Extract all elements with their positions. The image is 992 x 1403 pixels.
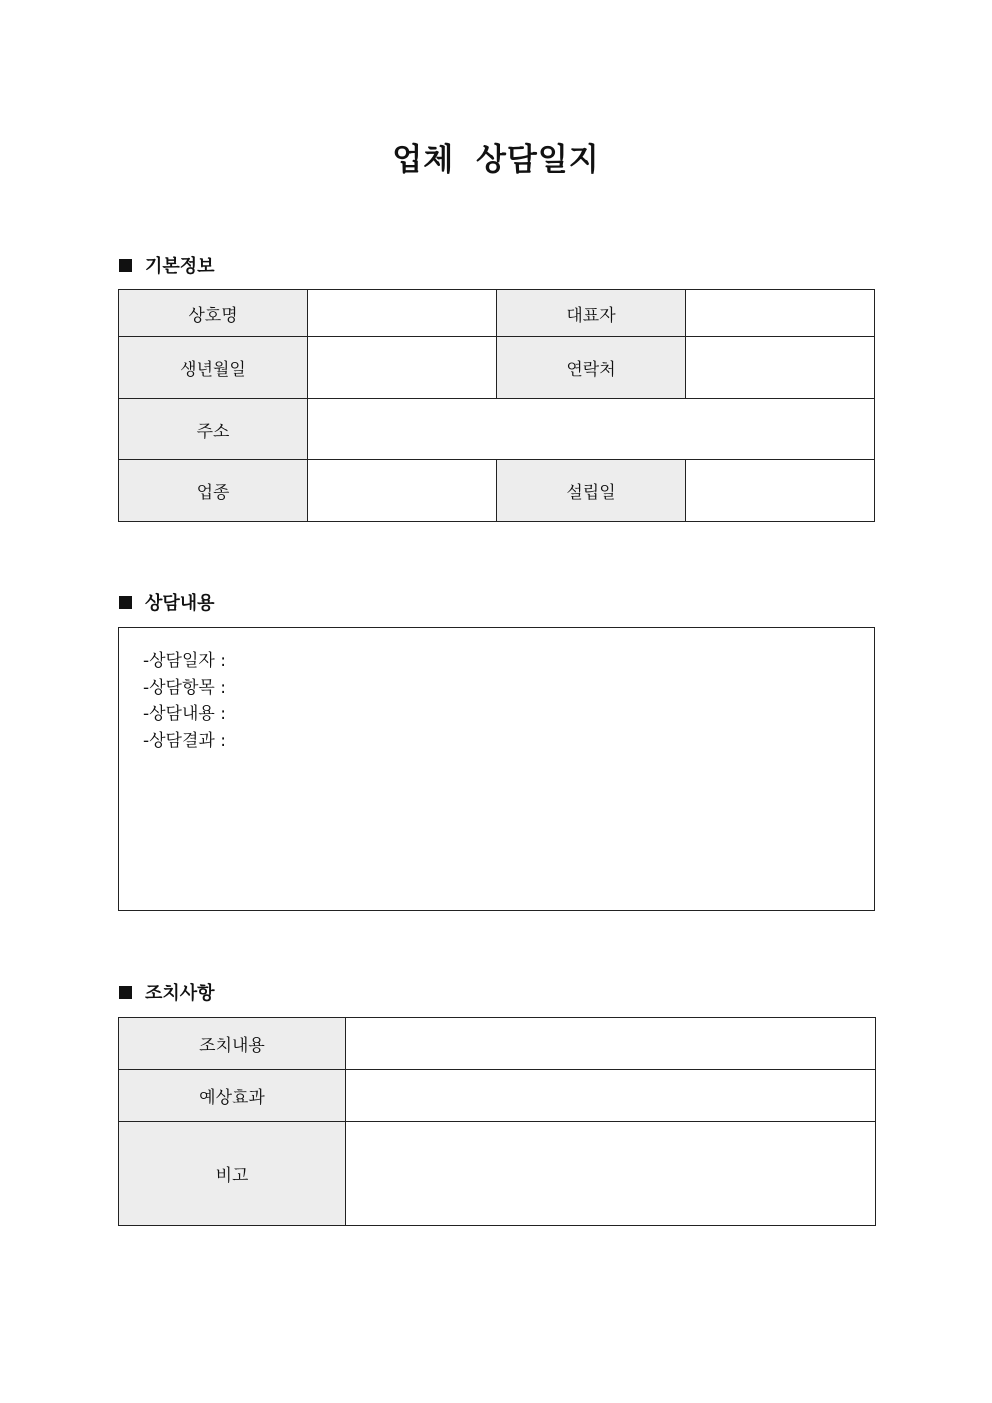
section-heading-action <box>119 980 215 1004</box>
table-row <box>119 1122 876 1226</box>
consult-content-line: -상담내용 : <box>143 704 226 724</box>
consult-item-line: -상담항목 : <box>143 677 226 698</box>
section-heading-consult <box>119 590 215 614</box>
action-table <box>118 1017 876 1226</box>
page-title: 업체 상담일지 <box>392 142 600 178</box>
section-heading-label: 조치사항 <box>145 983 215 1004</box>
action-content-field[interactable] <box>346 1018 876 1070</box>
square-bullet-icon <box>119 986 132 999</box>
square-bullet-icon <box>119 596 132 609</box>
label-birthdate: 생년월일 <box>119 337 308 399</box>
label-representative: 대표자 <box>497 290 686 337</box>
founding-date-field[interactable] <box>686 460 875 522</box>
square-bullet-icon <box>119 259 132 272</box>
label-action-content: 조치내용 <box>119 1018 346 1070</box>
label-founding-date: 설립일 <box>497 460 686 522</box>
label-expected-effect: 예상효과 <box>119 1070 346 1122</box>
table-row <box>119 290 875 337</box>
basic-info-table <box>118 289 875 522</box>
section-heading-label: 상담내용 <box>145 593 215 614</box>
consult-result-line: -상담결과 : <box>143 730 226 751</box>
section-heading-basic-info <box>119 253 215 277</box>
birthdate-field[interactable] <box>308 337 497 399</box>
label-address: 주소 <box>119 399 308 460</box>
table-row <box>119 1018 876 1070</box>
label-business-name: 상호명 <box>119 290 308 337</box>
remarks-field[interactable] <box>346 1122 876 1226</box>
consult-date-line: -상담일자 : <box>143 651 226 671</box>
industry-field[interactable] <box>308 460 497 522</box>
contact-field[interactable] <box>686 337 875 399</box>
address-field[interactable] <box>308 399 875 460</box>
label-contact: 연락처 <box>497 337 686 399</box>
section-heading-label: 기본정보 <box>145 256 215 277</box>
representative-field[interactable] <box>686 290 875 337</box>
consult-content-box[interactable] <box>118 627 875 911</box>
table-row <box>119 1070 876 1122</box>
label-remarks: 비고 <box>119 1122 346 1226</box>
table-row <box>119 460 875 522</box>
table-row <box>119 337 875 399</box>
business-name-field[interactable] <box>308 290 497 337</box>
table-row <box>119 399 875 460</box>
label-industry: 업종 <box>119 460 308 522</box>
expected-effect-field[interactable] <box>346 1070 876 1122</box>
